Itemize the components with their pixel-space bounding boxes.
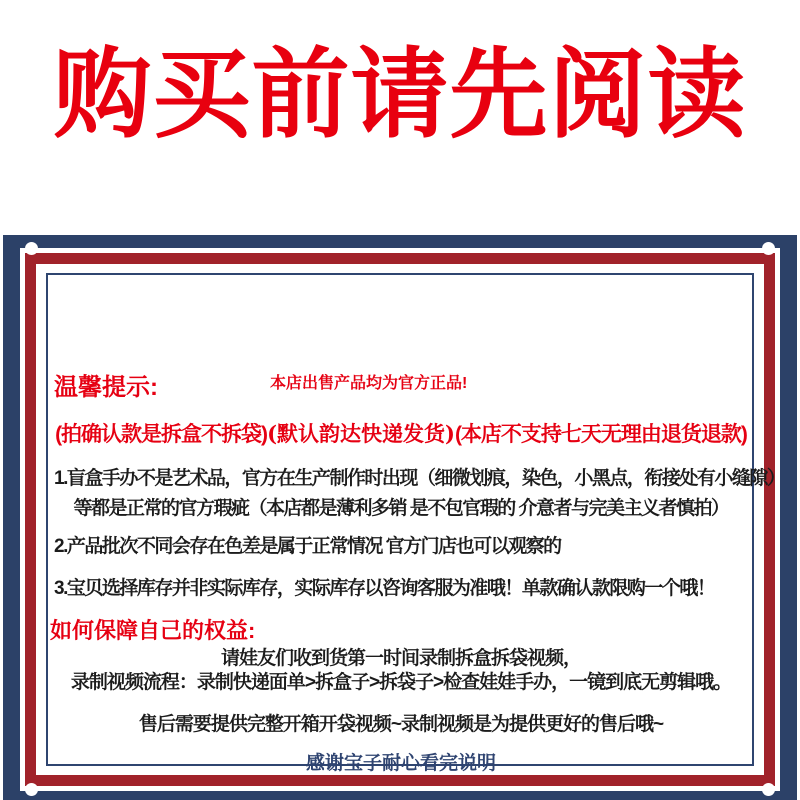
notice-content: [48, 275, 785, 774]
rights-heading: 如何保障自己的权益:: [50, 618, 256, 643]
rights-line-1: 请娃友们收到货第一时间录制拆盒拆袋视频，: [220, 648, 581, 669]
notice-item-2: 2.产品批次不同会存在色差是属于正常情况 官方门店也可以观察的: [54, 536, 561, 557]
policy-line: [54, 418, 748, 448]
notice-item-1-line-1: 1.盲盒手办不是艺术品，官方在生产制作时出现（细微划痕，染色，小黑点，衔接处有小缝隙）: [54, 468, 785, 489]
notice-content-box: [46, 273, 785, 774]
rights-line-2: 录制视频流程：录制快递面单>拆盒子>拆袋子>检查娃娃手办，一镜到底无剪辑哦。: [70, 672, 732, 693]
corner-rivet-icon: [762, 783, 775, 796]
page-title: 购买前请先阅读: [53, 37, 747, 152]
corner-rivet-icon: [25, 783, 38, 796]
policy-seg-shipping: (默认韵达快递发货): [267, 421, 455, 446]
authentic-statement: 本店出售产品均为官方正品!: [270, 375, 468, 392]
aftersale-line: 售后需要提供完整开箱开袋视频~录制视频是为提供更好的售后哦~: [138, 714, 664, 735]
policy-seg-unboxing: (拍确认款是拆盒不拆袋): [55, 423, 268, 446]
certificate-frame: [3, 235, 797, 800]
notice-item-1-line-2: 等都是正常的官方瑕疵（本店都是薄利多销 是不包官瑕的 介意者与完美主义者慎拍）: [73, 498, 729, 519]
corner-rivet-icon: [25, 242, 38, 255]
thanks-line: 感谢宝子耐心看完说明: [305, 753, 496, 774]
corner-rivet-icon: [762, 242, 775, 255]
notice-item-1: [54, 464, 785, 524]
tips-heading: 温馨提示:: [54, 374, 158, 401]
notice-item-3: 3.宝贝选择库存并非实际库存，实际库存以咨询客服为准哦！单款确认款限购一个哦！: [54, 578, 715, 599]
policy-seg-no-return: (本店不支持七天无理由退货退款): [454, 423, 747, 446]
tips-row: [54, 367, 748, 402]
